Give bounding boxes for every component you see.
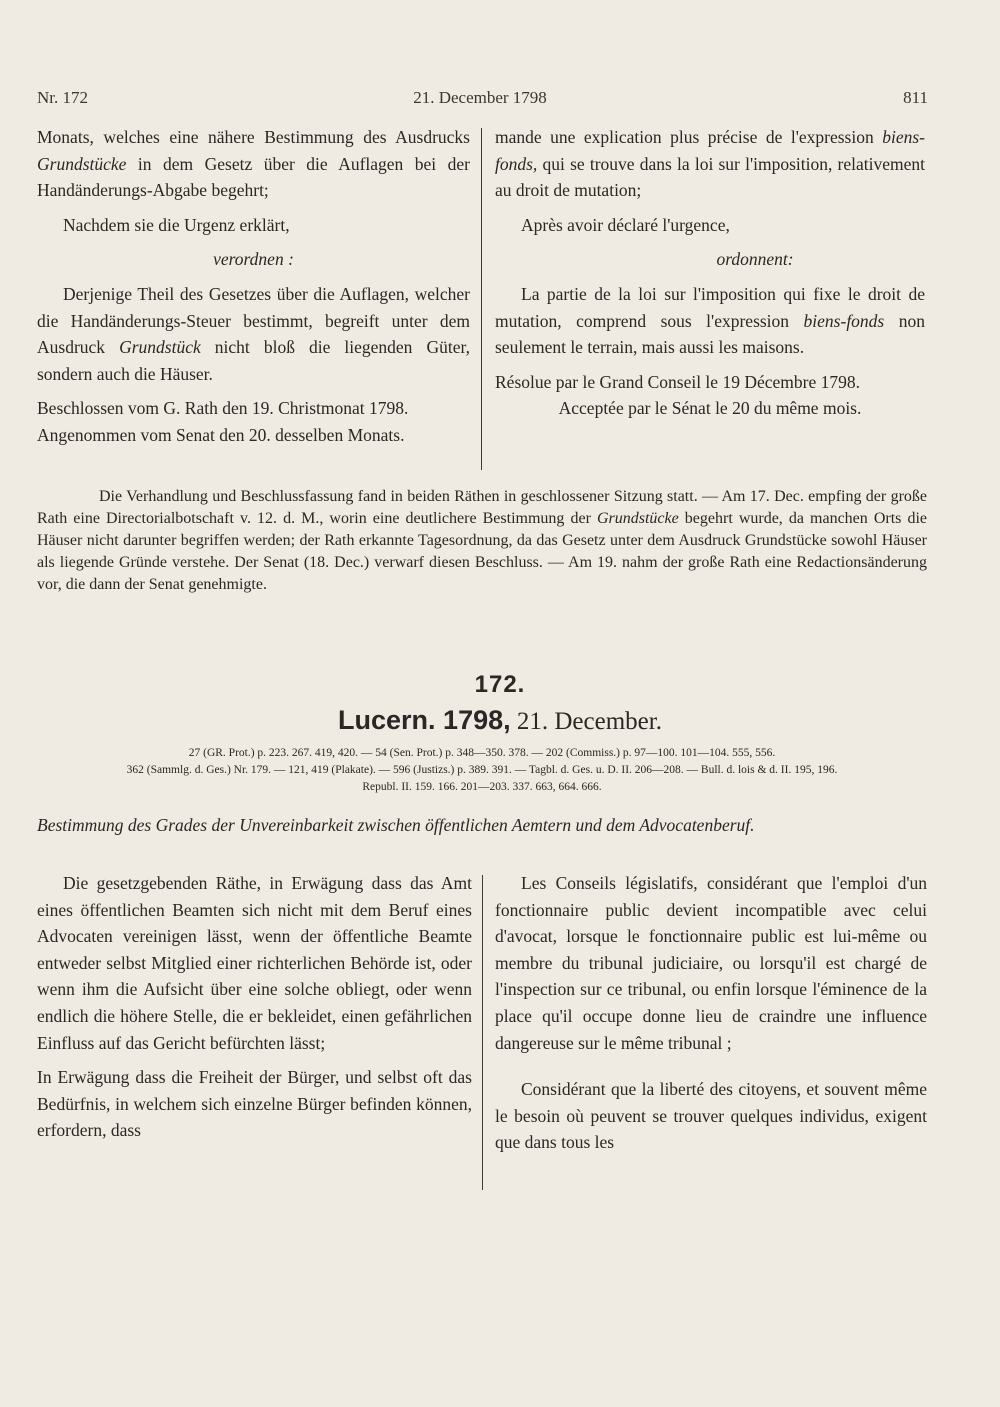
german-resolved-line: Beschlossen vom G. Rath den 19. Christmonat 1798. xyxy=(37,398,409,419)
german-urgency-line: Nachdem sie die Urgenz erklärt, xyxy=(63,214,290,235)
german-column-bottom xyxy=(37,870,472,1144)
french-preamble-2: Considérant que la liberté des citoyens, et souvent même le besoin où peuvent se trouver quelques individus, exigent que dans tous les xyxy=(495,1079,927,1153)
column-divider xyxy=(481,128,482,470)
french-preamble-1: Les Conseils législatifs, considérant que l'emploi d'un fonctionnaire public devient incompatible avec celui d'avocat, lorsque le fonctionnaire public est lui-même ou membre du tribunal judiciaire, ou lorsqu'il est chargé de l'inspection sur ce tribunal, ou enfin lorsque l'éminence de la place qu'il occupe donne lieu de craindre une influence dangereuse sur le même tribunal ; xyxy=(495,873,927,1053)
french-column-bottom xyxy=(495,870,927,1156)
section-place: Lucern. 1798, xyxy=(338,705,511,735)
section-heading xyxy=(0,705,1000,736)
german-accepted-line: Angenommen vom Senat den 20. desselben Monats. xyxy=(37,424,405,445)
french-column-top xyxy=(495,124,925,422)
german-preamble-1: Die gesetzgebenden Räthe, in Erwägung dass das Amt eines öffentlichen Beamten sich nicht mit dem Beruf eines Advocaten vereinigen lässt, wenn der öffentliche Beamte entweder selbst Mitglied einer richterlichen Behörde ist, oder wenn ihm die Aufsicht über eine solche obliegt, oder wenn endlich die höhere Stelle, die er bekleidet, einen gefährlichen Einfluss auf das Gericht befürchten lässt; xyxy=(37,873,472,1053)
page-number: 811 xyxy=(903,88,928,107)
source-references: 27 (GR. Prot.) p. 223. 267. 419, 420. — 54 (Sen. Prot.) p. 348—350. 378. — 202 (Commiss.) p. 97—100. 101—104. 555, 556. 362 (Sammlg. d. Ges.) Nr. 179. — 121, 419 (Plakate). — 596 (Justizs.) p. 389. 391. — Tagbl. d. Ges. u. D. II. 206—208. — Bull. d. lois & d. II. 195, 196. Republ. II. 159. 166. 201—203. 337. 663, 664. 666. xyxy=(126,747,838,793)
page-header-number: Nr. 172 xyxy=(37,88,88,107)
german-preamble-2: In Erwägung dass die Freiheit der Bürger, und selbst oft das Bedürfnis, in welchem sich einzelne Bürger befinden können, erfordern, dass xyxy=(37,1067,472,1141)
french-resolved-line: Résolue par le Grand Conseil le 19 Décembre 1798. xyxy=(495,371,860,392)
page-header-date: 21. December 1798 xyxy=(413,88,547,107)
french-paragraph: mande une explication plus précise de l'expression biens-fonds, qui se trouve dans la loi sur l'imposition, relativement au droit de mutation; xyxy=(495,127,925,201)
french-urgency-line: Après avoir déclaré l'urgence, xyxy=(521,214,730,235)
section-subject: Bestimmung des Grades der Unvereinbarkeit zwischen öffentlichen Aemtern und dem Advocatenberuf. xyxy=(37,815,755,835)
french-decree-word: ordonnent: xyxy=(716,249,794,270)
section-number: 172. xyxy=(474,671,526,698)
french-decree-text: La partie de la loi sur l'imposition qui fixe le droit de mutation, comprend sous l'expression biens-fonds non seulement le terrain, mais aussi les maisons. xyxy=(495,283,925,358)
german-decree-text: Derjenige Theil des Gesetzes über die Auflagen, welcher die Handänderungs-Steuer bestimmt, begreift unter dem Ausdruck Grundstück nicht bloß die liegenden Güter, sondern auch die Häuser. xyxy=(37,283,470,384)
section-date: 21. December. xyxy=(516,708,662,735)
german-paragraph: Monats, welches eine nähere Bestimmung des Ausdrucks Grundstücke in dem Gesetz über die Auflagen bei der Handänderungs-Abgabe begehrt; xyxy=(37,127,470,201)
german-column-top xyxy=(37,124,470,449)
french-accepted-line: Acceptée par le Sénat le 20 du même mois. xyxy=(558,398,862,419)
german-decree-word: verordnen : xyxy=(213,249,294,270)
procedural-note: Die Verhandlung und Beschlussfassung fand in beiden Räthen in geschlossener Sitzung statt. — Am 17. Dec. empfing der große Rath eine Directorialbotschaft v. 12. d. M., worin eine deutlichere Bestimmung der Grundstücke begehrt wurde, da manchen Orts die Häuser nicht darunter begriffen werden; der Rath erkannte Tagesordnung, da das Gesetz unter dem Ausdruck Grundstücke sowohl Häuser als liegende Gründe verstehe. Der Senat (18. Dec.) verwarf diesen Beschluss. — Am 19. nahm der große Rath eine Redactionsänderung vor, die dann der Senat genehmigte. xyxy=(37,488,927,593)
column-divider xyxy=(482,875,483,1190)
